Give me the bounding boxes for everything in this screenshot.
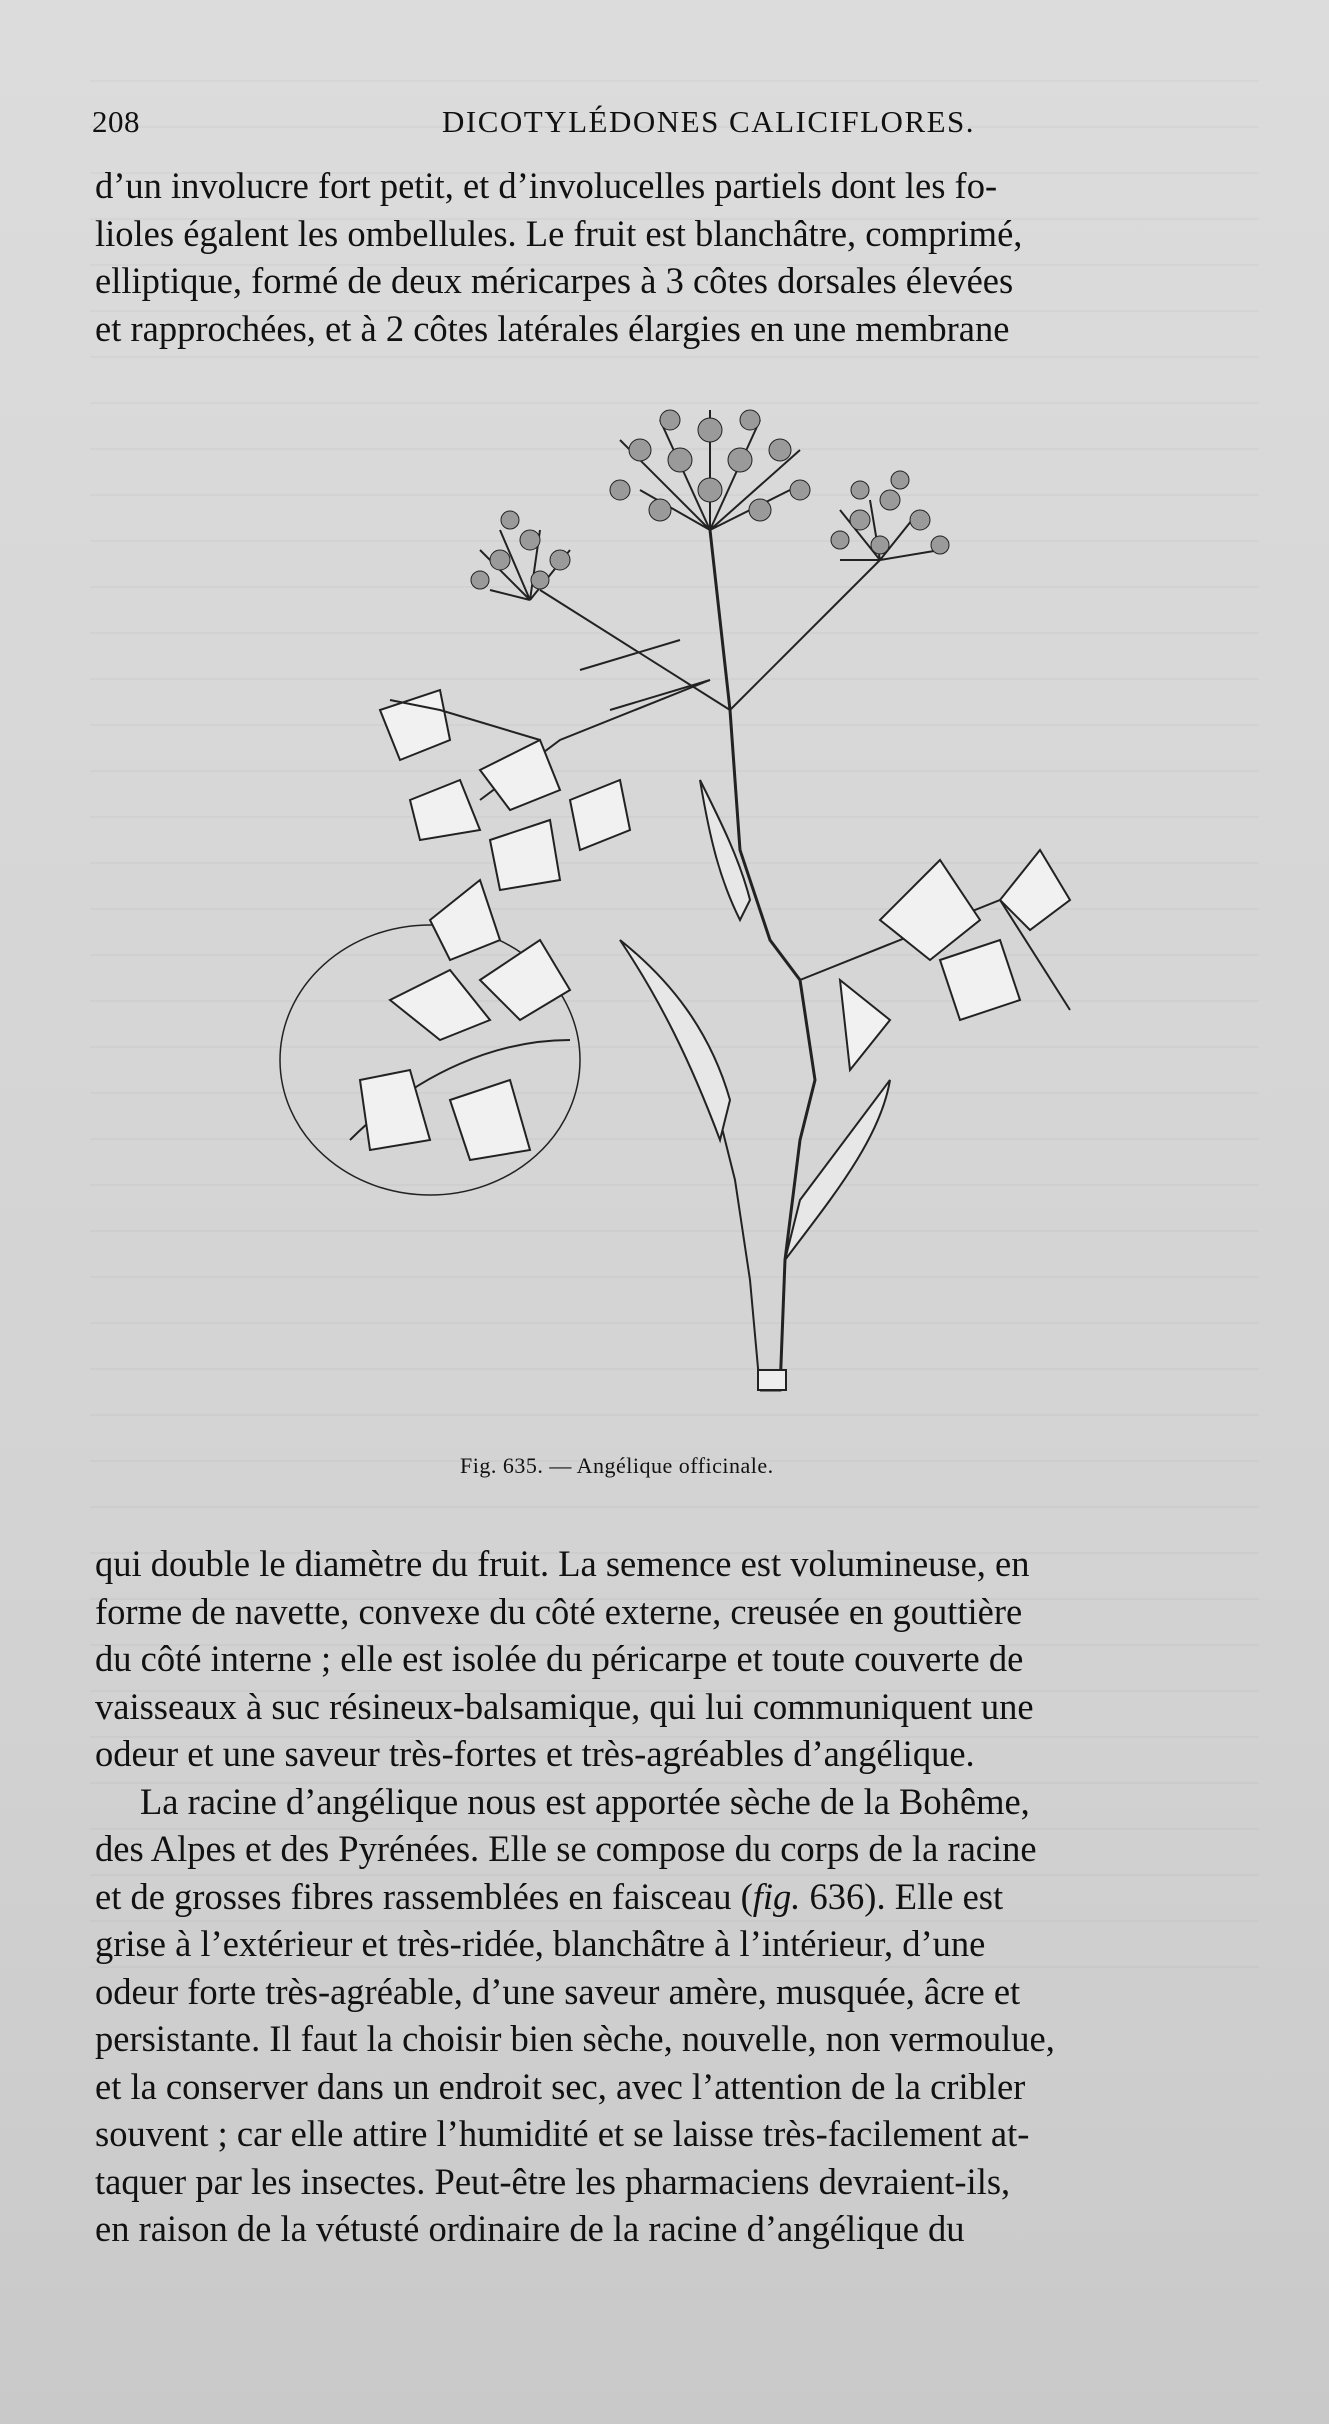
page-number: 208 [92, 104, 140, 139]
text-fragment: et de grosses fibres rassemblées en faisceau ( [95, 1875, 753, 1917]
text-line: du côté interne ; elle est isolée du péricarpe et toute couverte de [95, 1638, 1024, 1679]
text-line: La racine d’angélique nous est apportée sèche de la Bohême, [140, 1780, 1030, 1822]
text-line: elliptique, formé de deux méricarpes à 3 côtes dorsales élevées [95, 260, 1014, 301]
text-line: des Alpes et des Pyrénées. Elle se compose du corps de la racine [95, 1828, 1037, 1869]
text-line: odeur forte très-agréable, d’une saveur amère, musquée, âcre et [95, 1970, 1021, 2012]
top-text-block [95, 162, 1240, 352]
text-line: vaisseaux à suc résineux-balsamique, qui lui communiquent une [95, 1685, 1034, 1727]
page-header [92, 104, 1232, 144]
angelica-illustration [240, 380, 1080, 1400]
text-line: persistante. Il faut la choisir bien sèche, nouvelle, non vermoulue, [95, 2018, 1055, 2059]
text-line: qui double le diamètre du fruit. La semence est volumineuse, en [95, 1543, 1030, 1584]
text-line: taquer par les insectes. Peut-être les pharmaciens devraient-ils, [95, 2160, 1011, 2202]
bottom-text-block [95, 1540, 1240, 2253]
text-line: d’un involucre fort petit, et d’involucelles partiels dont les fo- [95, 165, 998, 206]
text-line: souvent ; car elle attire l’humidité et se laisse très-facilement at- [95, 2113, 1030, 2154]
running-title: DICOTYLÉDONES CALICIFLORES. [442, 104, 976, 139]
text-line [95, 1873, 1240, 1921]
text-line: forme de navette, convexe du côté externe, creusée en gouttière [95, 1590, 1023, 1632]
text-line: en raison de la vétusté ordinaire de la racine d’angélique du [95, 2208, 965, 2249]
text-fragment: 636). Elle est [800, 1875, 1004, 1917]
text-line: et rapprochées, et à 2 côtes latérales élargies en une membrane [95, 307, 1010, 349]
text-line: et la conserver dans un endroit sec, avec l’attention de la cribler [95, 2065, 1026, 2107]
figure-caption: Fig. 635. — Angélique officinale. [460, 1453, 774, 1478]
text-line: odeur et une saveur très-fortes et très-agréables d’angélique. [95, 1733, 975, 1774]
text-line: grise à l’extérieur et très-ridée, blanchâtre à l’intérieur, d’une [95, 1923, 986, 1964]
figure-reference: fig. [752, 1875, 801, 1917]
angelica-drawing [240, 380, 1080, 1400]
text-line: lioles égalent les ombellules. Le fruit est blanchâtre, comprimé, [95, 212, 1023, 254]
